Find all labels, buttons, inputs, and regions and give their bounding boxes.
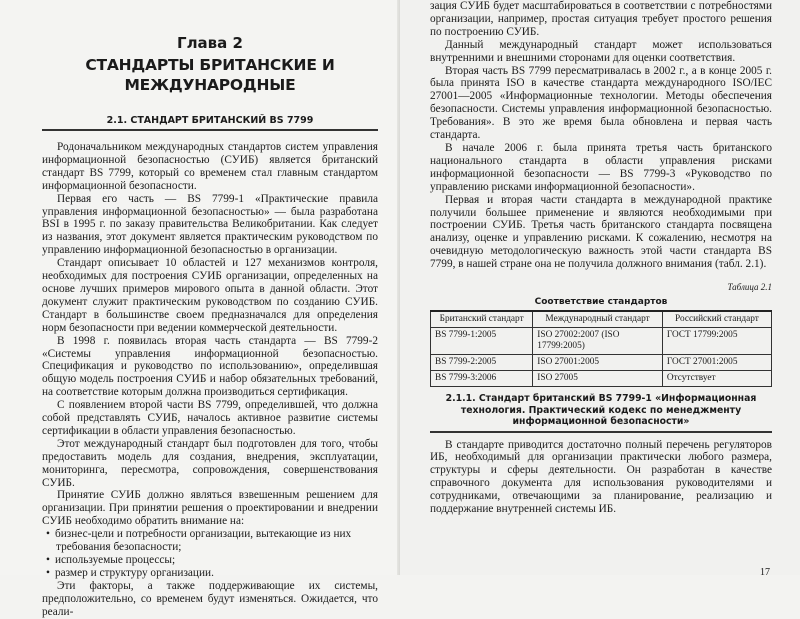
list-item: • бизнес-цели и потребности организации, вытекающие из них требования безопасности; [56, 528, 378, 554]
paragraph: Первая и вторая части стандарта в международной практике получили большее применение и являются необходимыми при построении СУИБ. Третья часть британского стандарта посвящена анализу, оценке и управлению рисками. К сожалению, несмотря на очевидную методологическую важность этой части стандарта BS 7799, в нашей стране она не получила должного внимания (табл. 2.1). [430, 193, 772, 271]
paragraph: Родоначальником международных стандартов систем управления информационной безопасностью (СУИБ) является британский стандарт BS 7799, который со временем стал главным стандартом информационной безопасности. [42, 141, 378, 192]
paragraph: Эти факторы, а также поддерживающие их системы, предположительно, со временем будут изменяться. Ожидается, что реали- [42, 579, 378, 618]
table-cell: Отсутствует [662, 371, 771, 387]
list-item: • используемые процессы; [56, 554, 378, 567]
column-header: Международный стандарт [533, 311, 663, 328]
table-title: Соответствие стандартов [534, 297, 668, 308]
paragraph: Стандарт описывает 10 областей и 127 механизмов контроля, необходимых для построения СУИБ организации, определенных на основе лучших примеров мирового опыта в данной области. Этот документ служит практическим руководством по созданию СУИБ. Стандарт в большинстве своем предназначался для определения норм безопасности при ведении коммерческой деятельности. [42, 257, 378, 334]
right-page [400, 0, 800, 578]
standards-table [430, 295, 772, 387]
table-header-row [431, 311, 772, 328]
column-header: Британский стандарт [431, 311, 533, 328]
table-cell: BS 7799-3:2006 [431, 371, 533, 387]
table-cell: ISO 27002:2007 (ISO 17799:2005) [533, 328, 663, 355]
page-number: 17 [760, 567, 770, 578]
table-cell: BS 7799-1:2005 [431, 328, 533, 355]
paragraph: Принятие СУИБ должно являться взвешенным решением для организации. При принятии решения о проектировании и внедрении СУИБ необходимо обратить внимание на: [42, 489, 378, 528]
table-row [431, 355, 772, 371]
chapter-number: Глава 2 [177, 34, 243, 52]
table-cell: BS 7799-2:2005 [431, 355, 533, 371]
table-caption: Таблица 2.1 [727, 282, 772, 293]
paragraph: Вторая часть BS 7799 пересматривалась в 2002 г., а в конце 2005 г. была принята ISO в качестве стандарта международного ISO/IEC 27001—2005 «Информационные технологии. Методы обеспечения безопасности. Системы управления информационной безопасностью. Требования». В это же время была обновлена и первая часть стандарта. [430, 64, 772, 142]
bullet-list [42, 528, 378, 580]
paragraph: Этот международный стандарт был подготовлен для того, чтобы предоставить модель для создания, внедрения, эксплуатации, мониторинга, пересмотра, сопровождения, совершенствования СУИБ. [42, 437, 378, 489]
table-cell: ГОСТ 17799:2005 [662, 328, 771, 355]
list-item: • размер и структуру организации. [56, 567, 378, 580]
table-cell: ГОСТ 27001:2005 [662, 355, 771, 371]
subsection-heading: 2.1.1. Стандарт британский BS 7799-1 «Информационная технология. Практический кодекс по менеджменту информационной безопасности» [430, 393, 772, 433]
paragraph: Данный международный стандарт может использоваться внутренними и внешними сторонами для оценки соответствия. [430, 38, 772, 64]
chapter-title: СТАНДАРТЫ БРИТАНСКИЕ И МЕЖДУНАРОДНЫЕ [85, 56, 335, 94]
table-row [431, 371, 772, 387]
table-cell: ISO 27001:2005 [533, 355, 663, 371]
section-heading: 2.1. СТАНДАРТ БРИТАНСКИЙ BS 7799 [42, 115, 378, 131]
table-cell: ISO 27005 [533, 371, 663, 387]
paragraph: С появлением второй части BS 7799, определившей, что должна собой представлять СУИБ, началось активное развитие системы сертификации в области управления безопасностью. [42, 399, 378, 437]
left-body [42, 141, 378, 619]
paragraph: В начале 2006 г. была принята третья часть британского национального стандарта в области управления рисками информационной безопасности — BS 7799-3 «Руководство по управлению рисками информационной безопасности». [430, 141, 772, 193]
paragraph: Первая его часть — BS 7799-1 «Практические правила управления информационной безопасностью» — была разработана BSI в 1995 г. по заказу правительства Великобритании. Как следует из названия, этот документ является практическим руководством по управлению информационной безопасностью в организации. [42, 192, 378, 257]
column-header: Российский стандарт [662, 311, 771, 328]
paragraph-continuation: зация СУИБ будет масштабироваться в соответствии с потребностями организации, например, простая ситуация требует простого решения по построению СУИБ. [430, 0, 772, 38]
left-page [0, 0, 400, 618]
paragraph: В стандарте приводится достаточно полный перечень регуляторов ИБ, необходимый для организации практически любого размера, структуры и сферы деятельности. Он разработан в качестве справочного документа для использования руководителями и сотрудниками, отвечающими за планирование, реализацию и поддержание внутренней системы ИБ. [430, 438, 772, 516]
paragraph: В 1998 г. появилась вторая часть стандарта — BS 7799-2 «Системы управления информационной безопасностью. Спецификация и руководство по использованию», определившая общую модель построения СУИБ и набор обязательных требований, на соответствие которым должна производиться сертификация. [42, 334, 378, 399]
table-row [431, 328, 772, 355]
